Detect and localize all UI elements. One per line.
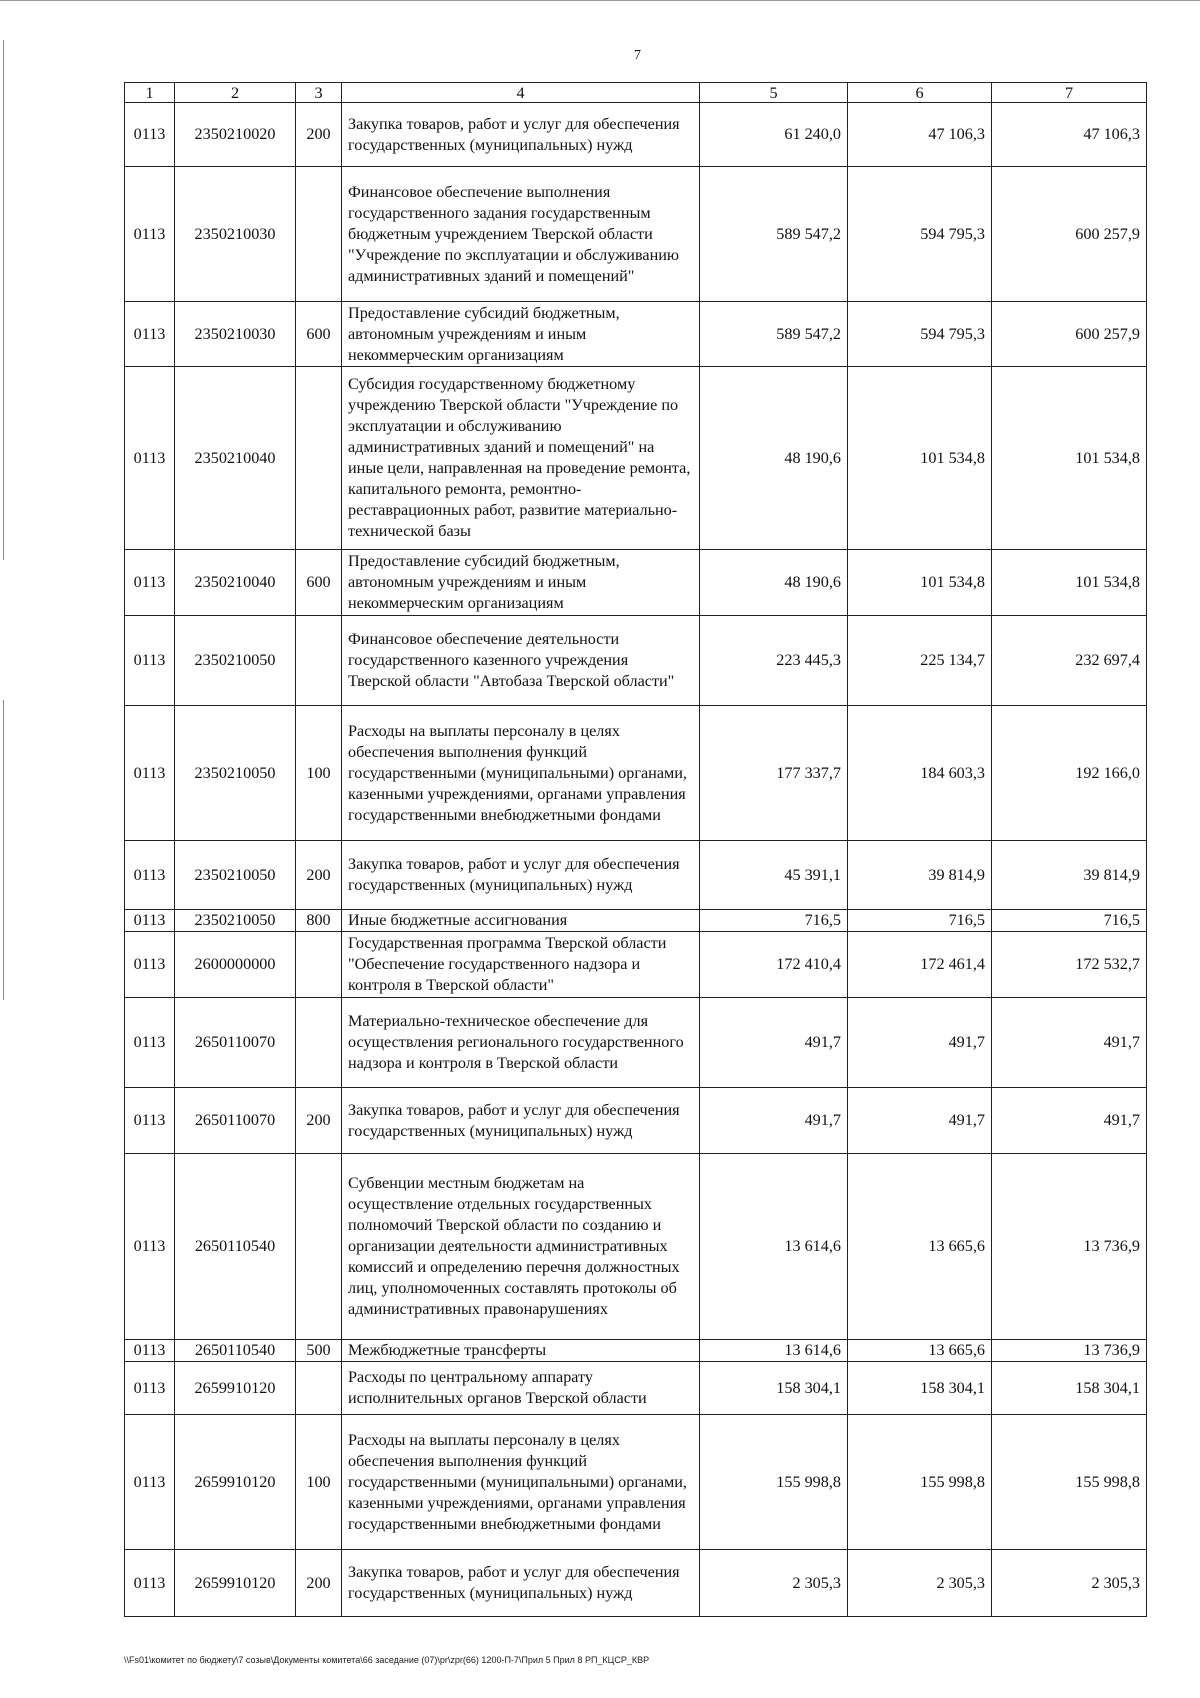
amount-cell-col7: 13 736,9 [992, 1340, 1147, 1362]
section-code-cell: 0113 [125, 1088, 175, 1154]
amount-cell-col5: 158 304,1 [700, 1362, 848, 1415]
amount-cell-col7: 2 305,3 [992, 1550, 1147, 1617]
expense-type-cell: 500 [296, 1340, 342, 1362]
amount-cell-col7: 716,5 [992, 910, 1147, 932]
table-row [125, 910, 1147, 932]
amount-cell-col6: 101 534,8 [848, 367, 992, 550]
expense-type-cell [296, 998, 342, 1088]
description-cell: Расходы по центральному аппарату исполнительных органов Тверской области [342, 1362, 700, 1415]
section-code-cell: 0113 [125, 706, 175, 841]
target-article-cell: 2350210050 [175, 841, 296, 910]
expense-type-cell: 200 [296, 103, 342, 167]
description-cell: Субвенции местным бюджетам на осуществление отдельных государственных полномочий Тверской области по созданию и организации деятельности административных комиссий и определению перечня должностных лиц, уполномоченных составлять протоколы об административных правонарушениях [342, 1154, 700, 1340]
section-code-cell: 0113 [125, 932, 175, 998]
expense-type-cell: 200 [296, 1088, 342, 1154]
description-cell: Закупка товаров, работ и услуг для обеспечения государственных (муниципальных) нужд [342, 103, 700, 167]
expense-type-cell [296, 932, 342, 998]
amount-cell-col5: 589 547,2 [700, 167, 848, 302]
amount-cell-col6: 225 134,7 [848, 616, 992, 706]
amount-cell-col6: 491,7 [848, 1088, 992, 1154]
description-cell: Закупка товаров, работ и услуг для обеспечения государственных (муниципальных) нужд [342, 1550, 700, 1617]
amount-cell-col6: 158 304,1 [848, 1362, 992, 1415]
description-cell: Финансовое обеспечение выполнения государственного задания государственным бюджетным учреждением Тверской области "Учреждение по эксплуатации и обслуживанию административных зданий и помещений" [342, 167, 700, 302]
document-file-path: \\Fs01\комитет по бюджету\7 созыв\Документы комитета\66 заседание (07)\pr\zpr(66) 1200-П-7\Прил 5 Прил 8 РП_КЦСР_КВР [124, 1655, 650, 1665]
description-cell: Закупка товаров, работ и услуг для обеспечения государственных (муниципальных) нужд [342, 841, 700, 910]
target-article-cell: 2659910120 [175, 1362, 296, 1415]
expense-type-cell [296, 1362, 342, 1415]
amount-cell-col6: 172 461,4 [848, 932, 992, 998]
target-article-cell: 2650110070 [175, 1088, 296, 1154]
table-row [125, 998, 1147, 1088]
column-header: 5 [700, 83, 848, 103]
column-header: 3 [296, 83, 342, 103]
target-article-cell: 2350210040 [175, 367, 296, 550]
table-row [125, 932, 1147, 998]
amount-cell-col6: 13 665,6 [848, 1154, 992, 1340]
target-article-cell: 2350210050 [175, 616, 296, 706]
description-cell: Иные бюджетные ассигнования [342, 910, 700, 932]
section-code-cell: 0113 [125, 1550, 175, 1617]
expense-type-cell: 600 [296, 550, 342, 616]
amount-cell-col6: 101 534,8 [848, 550, 992, 616]
scan-edge-line [0, 0, 1200, 1]
scan-margin-mark [3, 40, 4, 560]
description-cell: Предоставление субсидий бюджетным, автономным учреждениям и иным некоммерческим организациям [342, 302, 700, 367]
section-code-cell: 0113 [125, 167, 175, 302]
amount-cell-col5: 13 614,6 [700, 1340, 848, 1362]
target-article-cell: 2659910120 [175, 1415, 296, 1550]
amount-cell-col6: 594 795,3 [848, 167, 992, 302]
section-code-cell: 0113 [125, 910, 175, 932]
amount-cell-col6: 184 603,3 [848, 706, 992, 841]
header-row [125, 83, 1147, 103]
amount-cell-col5: 155 998,8 [700, 1415, 848, 1550]
section-code-cell: 0113 [125, 302, 175, 367]
amount-cell-col5: 48 190,6 [700, 550, 848, 616]
scan-margin-mark [3, 700, 4, 1000]
amount-cell-col5: 61 240,0 [700, 103, 848, 167]
table-row [125, 1415, 1147, 1550]
amount-cell-col6: 155 998,8 [848, 1415, 992, 1550]
amount-cell-col7: 101 534,8 [992, 550, 1147, 616]
amount-cell-col7: 47 106,3 [992, 103, 1147, 167]
section-code-cell: 0113 [125, 841, 175, 910]
amount-cell-col5: 177 337,7 [700, 706, 848, 841]
section-code-cell: 0113 [125, 550, 175, 616]
amount-cell-col5: 223 445,3 [700, 616, 848, 706]
amount-cell-col7: 172 532,7 [992, 932, 1147, 998]
table-row [125, 841, 1147, 910]
table-row [125, 1340, 1147, 1362]
target-article-cell: 2650110540 [175, 1340, 296, 1362]
amount-cell-col6: 47 106,3 [848, 103, 992, 167]
expense-type-cell: 200 [296, 841, 342, 910]
column-header: 7 [992, 83, 1147, 103]
column-header: 6 [848, 83, 992, 103]
description-cell: Финансовое обеспечение деятельности государственного казенного учреждения Тверской области "Автобаза Тверской области" [342, 616, 700, 706]
target-article-cell: 2350210030 [175, 167, 296, 302]
amount-cell-col7: 232 697,4 [992, 616, 1147, 706]
description-cell: Субсидия государственному бюджетному учреждению Тверской области "Учреждение по эксплуатации и обслуживанию административных зданий и помещений" на иные цели, направленная на проведение ремонта, капитального ремонта, ремонтно-реставрационных работ, развитие материально-технической базы [342, 367, 700, 550]
table-row [125, 1550, 1147, 1617]
table-row [125, 103, 1147, 167]
target-article-cell: 2350210020 [175, 103, 296, 167]
amount-cell-col5: 2 305,3 [700, 1550, 848, 1617]
amount-cell-col7: 491,7 [992, 998, 1147, 1088]
amount-cell-col5: 13 614,6 [700, 1154, 848, 1340]
expense-type-cell: 200 [296, 1550, 342, 1617]
expense-type-cell [296, 1154, 342, 1340]
amount-cell-col6: 39 814,9 [848, 841, 992, 910]
description-cell: Государственная программа Тверской области "Обеспечение государственного надзора и контроля в Тверской области" [342, 932, 700, 998]
table-row [125, 1088, 1147, 1154]
expense-type-cell [296, 616, 342, 706]
target-article-cell: 2350210040 [175, 550, 296, 616]
target-article-cell: 2659910120 [175, 1550, 296, 1617]
section-code-cell: 0113 [125, 616, 175, 706]
section-code-cell: 0113 [125, 1340, 175, 1362]
section-code-cell: 0113 [125, 998, 175, 1088]
target-article-cell: 2600000000 [175, 932, 296, 998]
table-row [125, 1362, 1147, 1415]
amount-cell-col6: 2 305,3 [848, 1550, 992, 1617]
section-code-cell: 0113 [125, 1154, 175, 1340]
expense-type-cell [296, 367, 342, 550]
amount-cell-col7: 13 736,9 [992, 1154, 1147, 1340]
description-cell: Расходы на выплаты персоналу в целях обеспечения выполнения функций государственными (муниципальными) органами, казенными учреждениями, органами управления государственными внебюджетными фондами [342, 706, 700, 841]
amount-cell-col5: 491,7 [700, 998, 848, 1088]
table-row [125, 550, 1147, 616]
amount-cell-col5: 491,7 [700, 1088, 848, 1154]
amount-cell-col5: 716,5 [700, 910, 848, 932]
budget-table [124, 82, 1147, 1617]
description-cell: Предоставление субсидий бюджетным, автономным учреждениям и иным некоммерческим организациям [342, 550, 700, 616]
section-code-cell: 0113 [125, 1362, 175, 1415]
expense-type-cell [296, 167, 342, 302]
amount-cell-col5: 172 410,4 [700, 932, 848, 998]
expense-type-cell: 800 [296, 910, 342, 932]
amount-cell-col6: 13 665,6 [848, 1340, 992, 1362]
target-article-cell: 2650110070 [175, 998, 296, 1088]
target-article-cell: 2350210050 [175, 910, 296, 932]
target-article-cell: 2350210030 [175, 302, 296, 367]
amount-cell-col7: 101 534,8 [992, 367, 1147, 550]
table-row [125, 302, 1147, 367]
description-cell: Межбюджетные трансферты [342, 1340, 700, 1362]
amount-cell-col7: 158 304,1 [992, 1362, 1147, 1415]
amount-cell-col7: 192 166,0 [992, 706, 1147, 841]
amount-cell-col7: 600 257,9 [992, 302, 1147, 367]
table-row [125, 167, 1147, 302]
description-cell: Закупка товаров, работ и услуг для обеспечения государственных (муниципальных) нужд [342, 1088, 700, 1154]
table-row [125, 367, 1147, 550]
amount-cell-col7: 39 814,9 [992, 841, 1147, 910]
amount-cell-col6: 716,5 [848, 910, 992, 932]
amount-cell-col7: 600 257,9 [992, 167, 1147, 302]
amount-cell-col6: 594 795,3 [848, 302, 992, 367]
amount-cell-col6: 491,7 [848, 998, 992, 1088]
page-number: 7 [634, 48, 641, 63]
section-code-cell: 0113 [125, 103, 175, 167]
amount-cell-col5: 45 391,1 [700, 841, 848, 910]
amount-cell-col5: 48 190,6 [700, 367, 848, 550]
table-row [125, 706, 1147, 841]
expense-type-cell: 100 [296, 706, 342, 841]
amount-cell-col7: 491,7 [992, 1088, 1147, 1154]
column-header: 4 [342, 83, 700, 103]
expense-type-cell: 100 [296, 1415, 342, 1550]
column-header: 1 [125, 83, 175, 103]
section-code-cell: 0113 [125, 1415, 175, 1550]
description-cell: Расходы на выплаты персоналу в целях обеспечения выполнения функций государственными (муниципальными) органами, казенными учреждениями, органами управления государственными внебюджетными фондами [342, 1415, 700, 1550]
target-article-cell: 2350210050 [175, 706, 296, 841]
expense-type-cell: 600 [296, 302, 342, 367]
description-cell: Материально-техническое обеспечение для осуществления регионального государственного надзора и контроля в Тверской области [342, 998, 700, 1088]
table-row [125, 616, 1147, 706]
table-row [125, 1154, 1147, 1340]
amount-cell-col5: 589 547,2 [700, 302, 848, 367]
section-code-cell: 0113 [125, 367, 175, 550]
target-article-cell: 2650110540 [175, 1154, 296, 1340]
amount-cell-col7: 155 998,8 [992, 1415, 1147, 1550]
column-header: 2 [175, 83, 296, 103]
